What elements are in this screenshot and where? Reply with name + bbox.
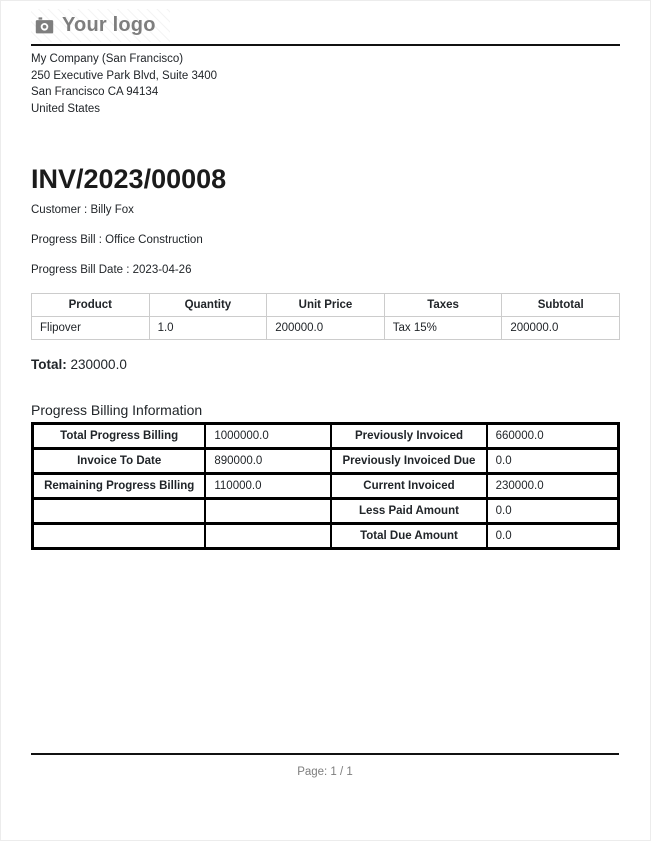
table-row xyxy=(33,449,619,474)
cell-unit-price: 200000.0 xyxy=(267,317,385,340)
table-row xyxy=(33,474,619,499)
cell-quantity: 1.0 xyxy=(149,317,267,340)
progress-label-invoice-to-date: Invoice To Date xyxy=(33,449,206,474)
progress-bill-date-label: Progress Bill Date : xyxy=(31,264,130,276)
page-footer xyxy=(31,753,619,778)
progress-value-total-due-amount: 0.0 xyxy=(487,524,619,549)
progress-value-previously-invoiced: 660000.0 xyxy=(487,424,619,449)
progress-bill-date-value: 2023-04-26 xyxy=(132,264,192,276)
progress-label-total-progress-billing: Total Progress Billing xyxy=(33,424,206,449)
company-address-block xyxy=(31,51,620,117)
progress-label-previously-invoiced-due: Previously Invoiced Due xyxy=(331,449,486,474)
logo-row xyxy=(31,9,620,42)
cell-subtotal: 200000.0 xyxy=(502,317,620,340)
progress-billing-title: Progress Billing Information xyxy=(31,402,203,418)
header-divider xyxy=(31,44,620,46)
column-header-unit-price: Unit Price xyxy=(267,294,385,317)
progress-label-total-due-amount: Total Due Amount xyxy=(331,524,486,549)
progress-bill-line xyxy=(31,233,620,247)
company-name: My Company (San Francisco) xyxy=(31,53,184,65)
progress-bill-date-line xyxy=(31,263,620,277)
cell-taxes: Tax 15% xyxy=(384,317,502,340)
table-row xyxy=(32,317,620,340)
column-header-quantity: Quantity xyxy=(149,294,267,317)
progress-value-invoice-to-date: 890000.0 xyxy=(205,449,331,474)
progress-empty-cell xyxy=(205,499,331,524)
progress-billing-table xyxy=(31,422,620,550)
customer-value: Billy Fox xyxy=(90,204,134,216)
logo-text: Your logo xyxy=(62,14,156,36)
progress-value-previously-invoiced-due: 0.0 xyxy=(487,449,619,474)
column-header-subtotal: Subtotal xyxy=(502,294,620,317)
table-row xyxy=(33,424,619,449)
total-label: Total: xyxy=(31,357,67,372)
table-row xyxy=(33,524,619,549)
column-header-product: Product xyxy=(32,294,150,317)
progress-label-less-paid-amount: Less Paid Amount xyxy=(331,499,486,524)
total-line xyxy=(31,357,620,372)
progress-label-current-invoiced: Current Invoiced xyxy=(331,474,486,499)
progress-label-remaining-progress-billing: Remaining Progress Billing xyxy=(33,474,206,499)
company-address-line2: San Francisco CA 94134 xyxy=(31,86,159,98)
product-table xyxy=(31,293,620,340)
column-header-taxes: Taxes xyxy=(384,294,502,317)
customer-line xyxy=(31,203,620,217)
progress-empty-cell xyxy=(33,499,206,524)
progress-value-remaining-progress-billing: 110000.0 xyxy=(205,474,331,499)
customer-label: Customer : xyxy=(31,204,88,216)
company-address-line1: 250 Executive Park Blvd, Suite 3400 xyxy=(31,69,218,82)
cell-product: Flipover xyxy=(32,317,150,340)
invoice-number-title: INV/2023/00008 xyxy=(31,164,227,194)
total-value: 230000.0 xyxy=(70,357,127,372)
progress-value-current-invoiced: 230000.0 xyxy=(487,474,619,499)
page-number: Page: 1 / 1 xyxy=(297,766,353,778)
progress-value-total-progress-billing: 1000000.0 xyxy=(205,424,331,449)
progress-value-less-paid-amount: 0.0 xyxy=(487,499,619,524)
table-row xyxy=(33,499,619,524)
product-table-header-row xyxy=(32,294,620,317)
progress-empty-cell xyxy=(33,524,206,549)
company-address-line3: United States xyxy=(31,102,101,115)
progress-empty-cell xyxy=(205,524,331,549)
camera-icon xyxy=(35,16,54,35)
progress-label-previously-invoiced: Previously Invoiced xyxy=(331,424,486,449)
logo-placeholder xyxy=(31,9,170,42)
progress-bill-label: Progress Bill : xyxy=(31,234,102,246)
progress-bill-value: Office Construction xyxy=(105,234,203,246)
